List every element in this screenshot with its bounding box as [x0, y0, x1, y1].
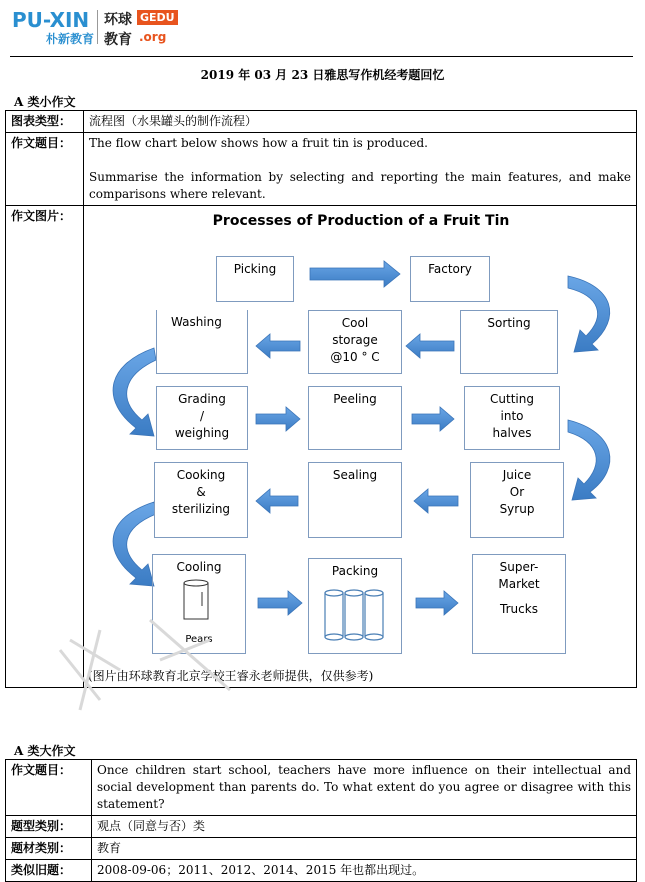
- question-value: [84, 133, 637, 206]
- step-label: weighing: [174, 426, 230, 440]
- step-peeling: [308, 386, 402, 450]
- topic-key: 题材类别：: [6, 838, 92, 860]
- step-label: Sorting: [487, 316, 531, 330]
- curved-arrow-icon: [568, 276, 610, 352]
- step-juice-syrup: [470, 462, 564, 538]
- step-label: halves: [492, 426, 532, 440]
- question-key: 作文题目：: [6, 133, 84, 206]
- step-label: Picking: [233, 262, 277, 276]
- table-row: [6, 816, 637, 838]
- logo-partner-line1: 环球: [104, 12, 132, 28]
- section-label-task2: A 类大作文: [14, 744, 76, 758]
- topic-value: 教育: [92, 838, 637, 860]
- question-value: Once children start school, teachers have more influence on their intellectual and social development than parents do. To what extent do you agree or disagree with this statement?: [92, 760, 637, 816]
- arrow-left-icon: [406, 334, 454, 358]
- step-label: Trucks: [500, 602, 538, 616]
- step-label: Cool: [341, 316, 369, 330]
- document-title: 2019 年 03 月 23 日雅思写作机经考题回忆: [200, 68, 445, 82]
- step-cutting: [464, 386, 560, 450]
- logo-partner-line2: 教育: [104, 32, 132, 48]
- task1-table: [5, 110, 637, 688]
- question-type-value: 观点（同意与否）类: [92, 816, 637, 838]
- question-paragraph-1: The flow chart below shows how a fruit tin is produced.: [89, 136, 428, 150]
- arrow-right-icon: [310, 261, 400, 287]
- arrow-right-icon: [256, 407, 300, 431]
- step-label: &: [196, 485, 206, 499]
- figure-caption: (图片由环球教育北京学校王睿永老师提供，仅供参考): [88, 669, 374, 683]
- step-label: Cutting: [490, 392, 534, 406]
- step-label: @10 ° C: [330, 350, 380, 364]
- logo-brand: PU-XIN: [12, 8, 90, 32]
- step-label: Or: [509, 485, 525, 499]
- step-label: Sealing: [332, 468, 378, 482]
- step-label: Washing: [171, 315, 222, 329]
- step-supermarket-trucks: [472, 554, 566, 654]
- step-label: Factory: [428, 262, 472, 276]
- flow-chart-title: Processes of Production of a Fruit Tin: [212, 213, 510, 229]
- table-row: [6, 206, 637, 688]
- step-factory: [410, 256, 490, 302]
- arrow-left-icon: [256, 489, 298, 513]
- logo-partner-domain: .org: [139, 30, 167, 44]
- question-paragraph-2: Summarise the information by selecting and reporting the main features, and make comparisons where relevant.: [89, 170, 631, 201]
- step-cooling: [152, 554, 246, 654]
- image-key: 作文图片：: [6, 206, 84, 688]
- step-label: Juice: [502, 468, 532, 482]
- step-picking: [216, 256, 294, 302]
- logo-divider: [97, 10, 98, 44]
- question-type-key: 题型类别：: [6, 816, 92, 838]
- similar-key: 类似旧题：: [6, 860, 92, 882]
- task2-table: [5, 759, 637, 882]
- section-label-task1: A 类小作文: [14, 95, 76, 109]
- logo-brand-cn: 朴新教育: [46, 32, 95, 46]
- curved-arrow-icon: [113, 348, 156, 436]
- curved-arrow-icon: [568, 420, 610, 500]
- step-label: storage: [332, 333, 378, 347]
- chart-type-value: 流程图（水果罐头的制作流程）: [84, 111, 637, 133]
- step-label: Cooling: [176, 560, 222, 574]
- step-washing: [156, 310, 248, 374]
- step-label: Packing: [331, 564, 379, 578]
- curved-arrow-icon: [113, 502, 156, 586]
- step-label: Syrup: [499, 502, 535, 516]
- arrow-right-icon: [416, 591, 458, 615]
- step-sealing: [308, 462, 402, 538]
- arrow-right-icon: [258, 591, 302, 615]
- similar-value: 2008-09-06；2011、2012、2014、2015 年也都出现过。: [92, 860, 637, 882]
- chart-type-key: 图表类型：: [6, 111, 84, 133]
- step-label: Grading: [178, 392, 226, 406]
- step-label: Market: [498, 577, 540, 591]
- step-label: into: [500, 409, 524, 423]
- table-row: [6, 111, 637, 133]
- step-cooking-sterilizing: [154, 462, 248, 538]
- step-label: Super-: [499, 560, 539, 574]
- logo-partner-badge: GEDU: [137, 10, 178, 25]
- figure-cell: [84, 206, 637, 688]
- table-row: [6, 860, 637, 882]
- flow-chart: [84, 206, 638, 688]
- step-sorting: [460, 310, 558, 374]
- arrow-left-icon: [414, 489, 458, 513]
- step-cool-storage: [308, 310, 402, 374]
- header-divider: [10, 56, 633, 57]
- step-label: Peeling: [333, 392, 377, 406]
- table-row: [6, 133, 637, 206]
- page-header: [0, 0, 645, 52]
- table-row: [6, 760, 637, 816]
- arrow-right-icon: [412, 407, 454, 431]
- step-grading-weighing: [156, 386, 248, 450]
- question-key: 作文题目：: [6, 760, 92, 816]
- pears-label: Pears: [185, 634, 213, 645]
- step-packing: [308, 558, 402, 654]
- step-label: /: [199, 409, 205, 423]
- table-row: [6, 838, 637, 860]
- arrow-left-icon: [256, 334, 300, 358]
- step-label: Cooking: [176, 468, 226, 482]
- step-label: sterilizing: [171, 502, 231, 516]
